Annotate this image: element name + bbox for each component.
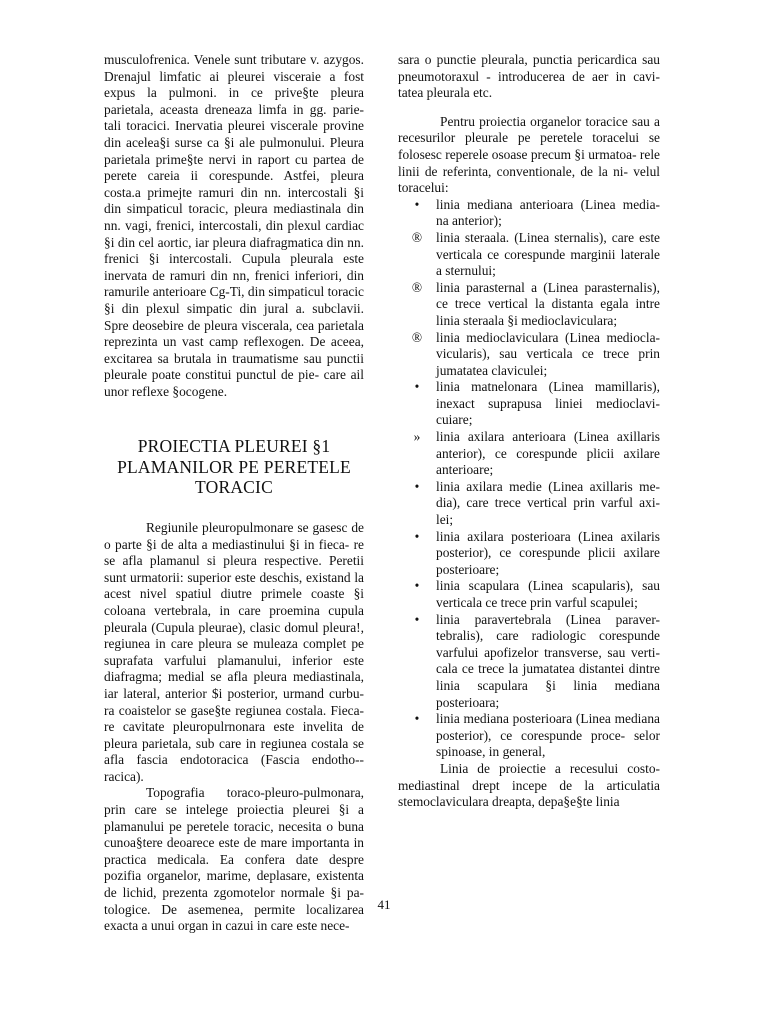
list-item xyxy=(398,479,660,529)
list-item-text: linia axilara medie (Linea axillaris me- dia), care trece vertical prin varful axi- lei; xyxy=(436,478,660,528)
reference-lines-list xyxy=(398,197,660,761)
section-heading-line-3: TORACIC xyxy=(195,477,273,498)
left-paragraph-2: Regiunile pleuropulmonare se gasesc de o parte §i de alta a mediastinului §i in fieca- re se afla plamanul si pleura respective. Peretii sunt urmatorii: superior este deschis, existand la acest nivel spatiul diutre primele coaste §i coloana vertebrala, in care proemina cupula pleurala (Cupula pleurae), clasic domul pleura!, regiunea in care pleura se muleaza complet pe suprafata varfului plamanului, inferior este diafragma; medial se afla pleura mediastinala, iar lateral, anterior $i posterior, urmand curbu- ra coaistelor se gase§te regiunea costala. Fieca- re cavitate pleuropulrnonara este invelita de pleura parietala, sub care in regiunea costala se afla fascia endotoracica (Fascia endotho-- racica). xyxy=(104,519,364,784)
bullet-icon: • xyxy=(414,196,420,212)
bullet-icon: ® xyxy=(411,229,423,245)
section-heading-line-1: PROIECTIA PLEUREI §1 xyxy=(137,436,331,457)
list-item-text: linia mediana posterioara (Linea mediana posterior), ce corespunde proce- selor spinoase, in general, xyxy=(436,711,660,760)
bullet-icon: • xyxy=(414,478,420,494)
list-item xyxy=(398,711,660,761)
list-item-text: linia steraala. (Linea sternalis), care este verticala ce corespunde marginii laterale a sternului; xyxy=(436,229,660,279)
left-paragraph-1: musculofrenica. Venele sunt tributare v. azygos. Drenajul limfatic ai pleurei visceraie a fost expus la pulmoni. in ce prive§te pleura parietala, aceasta dreneaza limfa in gg. parie- tali toracici. Inervatia pleurei viscerale provine din acelea§i surse ca §i ale pulmonului. Pleura parietala prime§te nervi in raport cu partea de perete careia ii corespunde. Astfei, pleura costa.a primejte ramuri din nn. intercostali §i din simpaticul toracic, pleura mediastinala din nn. vagi, frenici, intercostali, din plexul cardiac §i din cel aortic, iar pleura diafragmatica din nn. frenici §i intercostali. Cupula pleurala este inervata de ramuri din nn, frenici inferiori, din ramurile anterioare Cg-Ti, din simpaticul toracic §i din plexul simpatic din jural a. subclavii. Spre deosebire de pleura viscerala, cea parietala reprezinta un vast camp reflexogen. De aceea, excitarea sa brutala in traumatisme sau punctii pleurale poate constitui punctul de pie- care ail unor reflexe §ocogene. xyxy=(104,52,364,399)
left-column xyxy=(104,52,364,935)
list-item-text: linia matnelonara (Linea mamillaris), inexact suprapusa liniei medioclavi- cuiare; xyxy=(436,379,660,428)
list-item xyxy=(398,379,660,429)
right-paragraph-2: Pentru proiectia organelor toracice sau a recesurilor pleurale pe peretele toracelui se folosesc reperele osoase precum §i urmatoa- rele linii de referinta, conventionale, de la ni- velul toracelui: xyxy=(398,113,660,196)
list-item xyxy=(398,578,660,611)
bullet-icon: • xyxy=(414,379,420,395)
bullet-icon: ® xyxy=(411,279,423,295)
left-paragraph-3: Topografia toraco-pleuro-pulmonara, prin care se intelege proiectia pleurei §i a plamanului pe peretele toracic, necesita o buna cunoa§tere deoarece este de mare importanta in practica medicala. Ea confera date despre pozifia organelor, marime, deplasare, existenta de lichid, prezenta zgomotelor normale §i pa- tologice. De asemenea, permite localizarea exacta a unui organ in cazui in care este nece- xyxy=(104,785,364,934)
list-item xyxy=(398,230,660,280)
bullet-icon: ® xyxy=(411,329,423,345)
bullet-icon: » xyxy=(413,429,421,445)
list-item-text: linia axilara anterioara (Linea axillaris anterior), ce corespunde plicii axilare anterioare; xyxy=(436,429,660,478)
page-number: 41 xyxy=(377,897,391,912)
right-paragraph-1: sara o punctie pleurala, punctia pericardica sau pneumotoraxul - introducerea de aer in cavi- tatea pleurala etc. xyxy=(398,52,660,101)
list-item xyxy=(398,612,660,712)
list-item xyxy=(398,529,660,579)
bullet-icon: • xyxy=(414,711,420,727)
list-item xyxy=(398,280,660,330)
list-item-text: linia medioclaviculara (Linea mediocla- vicularis), sau verticala ce trece prin jumatatea claviculei; xyxy=(436,329,660,378)
section-heading xyxy=(104,436,364,498)
list-item-text: linia axilara posterioara (Linea axilaris posterior), ce corespunde plicii axilare posterioare; xyxy=(436,528,660,577)
list-item xyxy=(398,429,660,479)
list-item-text: linia mediana anterioara (Linea media- na anterior); xyxy=(436,196,660,229)
bullet-icon: • xyxy=(414,528,420,544)
list-item-text: linia parasternal a (Linea parasternalis), ce trece vertical la distanta egala intre linia steraala §i medioclaviculara; xyxy=(436,279,660,328)
list-item xyxy=(398,330,660,380)
bullet-icon: • xyxy=(414,611,420,627)
right-column xyxy=(398,52,660,811)
list-item-text: linia paravertebrala (Linea paraver- tebralis), care radiologic corespunde varfului apofizelor transverse, sau verti- cala ce trece la jumatatea distantei dintre linia scapulara §i linia mediana posterioara; xyxy=(436,611,660,710)
section-heading-line-2: PLAMANILOR PE PERETELE xyxy=(117,456,351,477)
list-item-text: linia scapulara (Linea scapularis), sau verticala ce trece prin varful scapulei; xyxy=(436,578,660,610)
list-item xyxy=(398,197,660,230)
bullet-icon: • xyxy=(414,578,420,594)
right-paragraph-3: Linia de proiectie a recesului costo- mediastinal drept incepe de la articulatia stemoclaviculara dreapta, depa§e§te linia xyxy=(398,760,660,810)
